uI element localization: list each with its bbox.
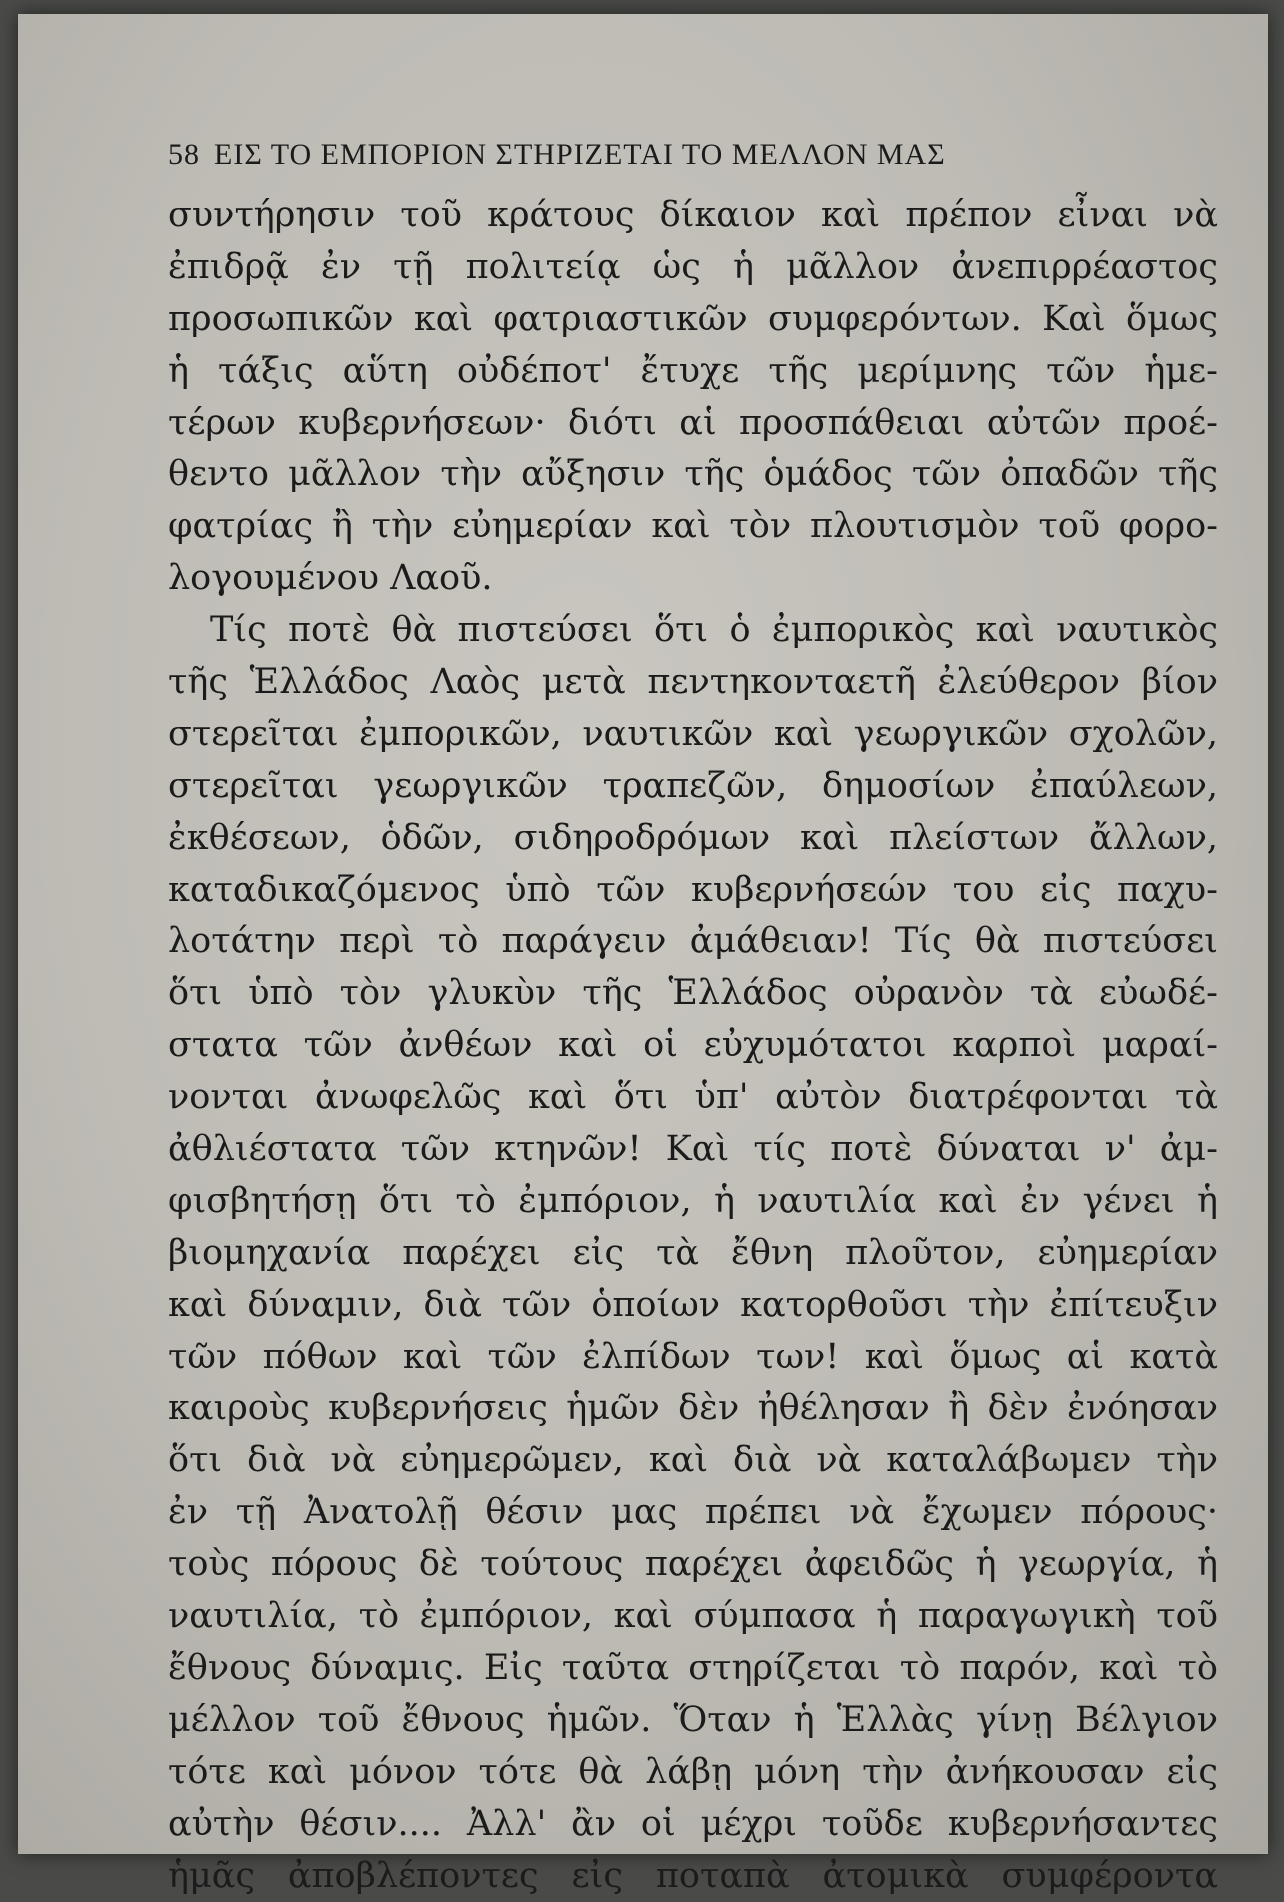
text-line: θεντο μᾶλλον τὴν αὔξησιν τῆς ὁμάδος τῶν ὀπαδῶν τῆς <box>168 449 1218 501</box>
text-line: καὶ δύναμιν, διὰ τῶν ὁποίων κατορθοῦσι τὴν ἐπίτευξιν <box>168 1280 1218 1332</box>
text-line: ἐπιδρᾷ ἐν τῇ πολιτείᾳ ὡς ἡ μᾶλλον ἀνεπιρρέαστος <box>168 242 1218 294</box>
text-line: ἔθνους δύναμις. Εἰς ταῦτα στηρίζεται τὸ παρόν, καὶ τὸ <box>168 1643 1218 1695</box>
text-line: ἡ τάξις αὕτη οὐδέποτ' ἔτυχε τῆς μερίμνης τῶν ἡμε- <box>168 346 1218 398</box>
text-line: προσωπικῶν καὶ φατριαστικῶν συμφερόντων. Καὶ ὅμως <box>168 294 1218 346</box>
text-line: συντήρησιν τοῦ κράτους δίκαιον καὶ πρέπον εἶναι νὰ <box>168 190 1218 242</box>
text-line: ἡμᾶς ἀποβλέποντες εἰς ποταπὰ ἀτομικὰ συμφέροντα <box>168 1851 1218 1902</box>
text-line: καιροὺς κυβερνήσεις ἡμῶν δὲν ἠθέλησαν ἢ δὲν ἐνόησαν <box>168 1383 1218 1435</box>
text-line: βιομηχανία παρέχει εἰς τὰ ἔθνη πλοῦτον, εὐημερίαν <box>168 1228 1218 1280</box>
text-line: στερεῖται ἐμπορικῶν, ναυτικῶν καὶ γεωργικῶν σχολῶν, <box>168 709 1218 761</box>
text-line: ὅτι διὰ νὰ εὐημερῶμεν, καὶ διὰ νὰ καταλάβωμεν τὴν <box>168 1435 1218 1487</box>
text-line: στερεῖται γεωργικῶν τραπεζῶν, δημοσίων ἐπαύλεων, <box>168 761 1218 813</box>
text-line: ναυτιλία, τὸ ἐμπόριον, καὶ σύμπασα ἡ παραγωγικὴ τοῦ <box>168 1591 1218 1643</box>
text-line: τῆς Ἑλλάδος Λαὸς μετὰ πεντηκονταετῆ ἐλεύθερον βίον <box>168 657 1218 709</box>
body-text <box>168 190 1218 1902</box>
text-line: τέρων κυβερνήσεων· διότι αἱ προσπάθειαι αὐτῶν προέ- <box>168 398 1218 450</box>
text-line: ὅτι ὑπὸ τὸν γλυκὺν τῆς Ἑλλάδος οὐρανὸν τὰ εὐωδέ- <box>168 968 1218 1020</box>
text-line: τῶν πόθων καὶ τῶν ἐλπίδων των! καὶ ὅμως αἱ κατὰ <box>168 1332 1218 1384</box>
running-head-title: ΕΙΣ ΤΟ ΕΜΠΟΡΙΟΝ ΣΤΗΡΙΖΕΤΑΙ ΤΟ ΜΕΛΛΟΝ ΜΑΣ <box>214 138 946 171</box>
text-line: λογουμένου Λαοῦ. <box>168 553 1218 605</box>
text-line: νονται ἀνωφελῶς καὶ ὅτι ὑπ' αὐτὸν διατρέφονται τὰ <box>168 1072 1218 1124</box>
text-line: ἐν τῇ Ἀνατολῇ θέσιν μας πρέπει νὰ ἔχωμεν πόρους· <box>168 1487 1218 1539</box>
text-line: μέλλον τοῦ ἔθνους ἡμῶν. Ὅταν ἡ Ἑλλὰς γίνῃ Βέλγιον <box>168 1695 1218 1747</box>
text-line: φισβητήσῃ ὅτι τὸ ἐμπόριον, ἡ ναυτιλία καὶ ἐν γένει ἡ <box>168 1176 1218 1228</box>
text-line: στατα τῶν ἀνθέων καὶ οἱ εὐχυμότατοι καρποὶ μαραί- <box>168 1020 1218 1072</box>
text-line: τοὺς πόρους δὲ τούτους παρέχει ἀφειδῶς ἡ γεωργία, ἡ <box>168 1539 1218 1591</box>
running-header <box>168 132 1218 178</box>
book-page <box>18 14 1268 1854</box>
text-block <box>168 132 1218 1902</box>
text-line: ἐκθέσεων, ὁδῶν, σιδηροδρόμων καὶ πλείστων ἄλλων, <box>168 813 1218 865</box>
text-line: αὐτὴν θέσιν.... Ἀλλ' ἂν οἱ μέχρι τοῦδε κυβερνήσαντες <box>168 1799 1218 1851</box>
paragraph-start-line: Τίς ποτὲ θὰ πιστεύσει ὅτι ὁ ἐμπορικὸς καὶ ναυτικὸς <box>168 605 1218 657</box>
page-number: 58 <box>168 138 200 171</box>
text-line: φατρίας ἢ τὴν εὐημερίαν καὶ τὸν πλουτισμὸν τοῦ φορο- <box>168 501 1218 553</box>
text-line: καταδικαζόμενος ὑπὸ τῶν κυβερνήσεών του εἰς παχυ- <box>168 865 1218 917</box>
text-line: τότε καὶ μόνον τότε θὰ λάβῃ μόνη τὴν ἀνήκουσαν εἰς <box>168 1747 1218 1799</box>
text-line: ἀθλιέστατα τῶν κτηνῶν! Καὶ τίς ποτὲ δύναται ν' ἀμ- <box>168 1124 1218 1176</box>
text-line: λοτάτην περὶ τὸ παράγειν ἀμάθειαν! Τίς θὰ πιστεύσει <box>168 916 1218 968</box>
